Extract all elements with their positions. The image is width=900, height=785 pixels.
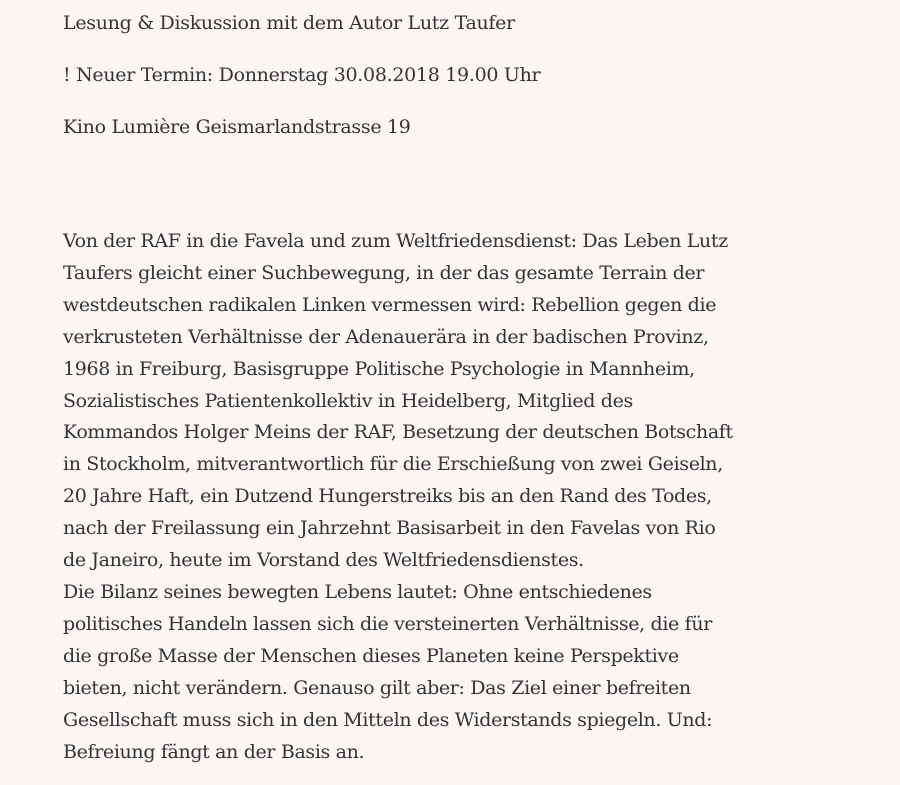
description-line: verkrusteten Verhältnisse der Adenauerära in der badischen Provinz, xyxy=(63,325,709,348)
description-line: Taufers gleicht einer Suchbewegung, in der das gesamte Terrain der xyxy=(63,261,705,284)
description-line: westdeutschen radikalen Linken vermessen wird: Rebellion gegen die xyxy=(63,293,717,316)
description-line: bieten, nicht verändern. Genauso gilt aber: Das Ziel einer befreiten xyxy=(63,676,691,699)
description-line: in Stockholm, mitverantwortlich für die Erschießung von zwei Geiseln, xyxy=(63,453,723,476)
description-line: Sozialistisches Patientenkollektiv in Heidelberg, Mitglied des xyxy=(63,389,633,412)
event-date: ! Neuer Termin: Donnerstag 30.08.2018 19.00 Uhr xyxy=(63,64,541,86)
event-location: Kino Lumière Geismarlandstrasse 19 xyxy=(63,116,411,138)
event-description xyxy=(63,226,733,768)
description-line: Von der RAF in die Favela und zum Weltfriedensdienst: Das Leben Lutz xyxy=(63,230,728,252)
description-line: Gesellschaft muss sich in den Mitteln des Widerstands spiegeln. Und: xyxy=(63,708,713,731)
event-title: Lesung & Diskussion mit dem Autor Lutz Taufer xyxy=(63,12,515,34)
description-line: politisches Handeln lassen sich die versteinerten Verhältnisse, die für xyxy=(63,612,712,635)
description-line: die große Masse der Menschen dieses Planeten keine Perspektive xyxy=(63,644,679,667)
description-line: Befreiung fängt an der Basis an. xyxy=(63,740,365,763)
description-line: Kommandos Holger Meins der RAF, Besetzung der deutschen Botschaft xyxy=(63,421,733,444)
description-line: nach der Freilassung ein Jahrzehnt Basisarbeit in den Favelas von Rio xyxy=(63,517,716,540)
description-line: 1968 in Freiburg, Basisgruppe Politische Psychologie in Mannheim, xyxy=(63,357,695,380)
description-line: 20 Jahre Haft, ein Dutzend Hungerstreiks bis an den Rand des Todes, xyxy=(63,485,712,508)
description-line: Die Bilanz seines bewegten Lebens lautet: Ohne entschiedenes xyxy=(63,580,652,603)
description-line: de Janeiro, heute im Vorstand des Weltfriedensdienstes. xyxy=(63,549,584,572)
